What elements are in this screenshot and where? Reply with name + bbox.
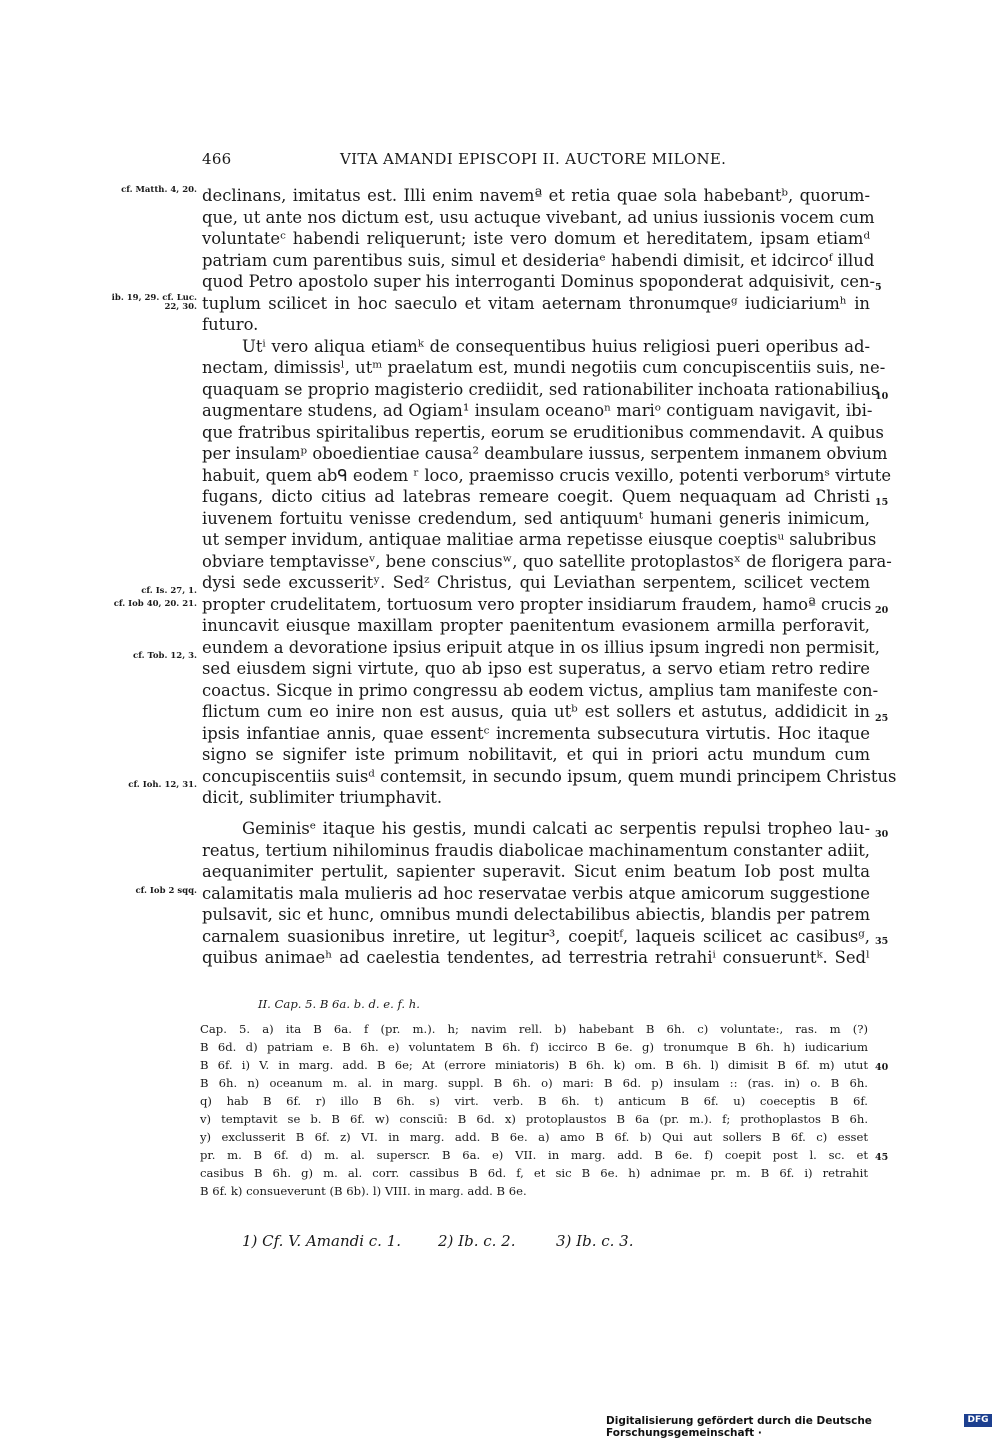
line-number: 20	[875, 605, 889, 616]
text-line: dicit, sublimiter triumphavit.	[202, 788, 443, 807]
text-line: futuro.	[202, 315, 259, 334]
text-line: calamitatis mala mulieris ad hoc reservatae verbis atque amicorum suggestione	[202, 883, 870, 903]
text-line: propter crudelitatem, tortuosum vero propter insidiarum fraudem, hamoª crucis	[202, 594, 872, 614]
apparatus-line: q) hab B 6f. r) illo B 6h. s) virt. verb. B 6h. t) anticum B 6f. u) coeceptis B 6f.	[200, 1094, 868, 1108]
margin-ref: cf. Tob. 12, 3.	[133, 651, 197, 661]
apparatus-line: casibus B 6h. g) m. al. corr. cassibus B 6d. f, et sic B 6e. h) adnimae pr. m. B 6f. i) retrahit	[200, 1166, 868, 1180]
text-line: que fratribus spiritalibus repertis, eorum se eruditionibus commendavit. A quibus	[202, 422, 884, 442]
text-line: coactus. Sicque in primo congressu ab eodem victus, amplius tam manifeste con-	[202, 680, 879, 700]
text-line: iuvenem fortuitu venisse credendum, sed antiquumᵗ humani generis inimicum,	[202, 508, 870, 528]
text-line: habuit, quem abᑫ eodem ʳ loco, praemisso crucis vexillo, potenti verborumˢ virtute	[202, 465, 892, 485]
apparatus-heading: II. Cap. 5. B 6a. b. d. e. f. h.	[258, 997, 420, 1011]
apparatus-line: B 6h. n) oceanum m. al. in marg. suppl. B 6h. o) mari: B 6d. p) insulam :: (ras. in) o. B 6h.	[200, 1076, 868, 1090]
text-line: sed eiusdem signi virtute, quo ab ipso est superatus, a servo etiam retro redire	[202, 659, 870, 678]
margin-ref: cf. Ioh. 12, 31.	[128, 780, 197, 790]
text-line: per insulamᵖ oboedientiae causa² deambulare iussus, serpentem inmanem obvium	[202, 444, 888, 463]
text-line: quod Petro apostolo super his interroganti Dominus spoponderat adquisivit, cen-	[202, 272, 876, 291]
text-line: dysi sede excusseritʸ. Sedᶻ Christus, qui Leviathan serpentem, scilicet vectem	[202, 573, 870, 592]
apparatus-line: y) exclusserit B 6f. z) VI. in marg. add. B 6e. a) amo B 6f. b) Qui aut sollers B 6f. c) esset	[200, 1130, 868, 1144]
line-number: 25	[875, 713, 889, 724]
page-number: 466	[202, 150, 232, 168]
text-line: inuncavit eiusque maxillam propter paenitentum evasionem armilla perforavit,	[202, 616, 870, 635]
dfg-logo-icon: DFG	[964, 1414, 992, 1427]
apparatus-line: B 6d. d) patriam e. B 6h. e) voluntatem B 6h. f) iccirco B 6e. g) tronumque B 6h. h) iudicarium	[200, 1040, 868, 1054]
text-line: ipsis infantiae annis, quae essentᶜ incrementa subsecutura virtutis. Hoc itaque	[202, 723, 870, 743]
text-line: nectam, dimissisˡ, utᵐ praelatum est, mundi negotiis cum concupiscentiis suis, ne-	[202, 358, 886, 377]
text-line: pulsavit, sic et hunc, omnibus mundi delectabilibus abiectis, blandis per patrem	[202, 905, 870, 924]
margin-ref: cf. Is. 27, 1.	[141, 586, 197, 596]
footnote: 2) Ib. c. 2.	[438, 1232, 516, 1250]
apparatus-line: B 6f. k) consueverunt (B 6b). l) VIII. in marg. add. B 6e.	[200, 1184, 527, 1198]
apparatus-line: Cap. 5. a) ita B 6a. f (pr. m.). h; navim rell. b) habebant B 6h. c) voluntate:, ras. m (?)	[200, 1022, 868, 1036]
margin-ref: cf. Matth. 4, 20.	[121, 185, 197, 195]
text-line: ut semper invidum, antiquae malitiae arma repetisse eiusque coeptisᵘ salubribus	[202, 530, 877, 549]
text-line: patriam cum parentibus suis, simul et desideriaᵉ habendi dimisit, et idcircoᶠ illud	[202, 250, 875, 270]
line-number: 5	[875, 282, 882, 293]
text-line: concupiscentiis suisᵈ contemsit, in secundo ipsum, quem mundi principem Christus	[202, 766, 897, 786]
funding-credit: Digitalisierung gefördert durch die Deutsche Forschungsgemeinschaft ·	[606, 1415, 872, 1439]
apparatus-line: B 6f. i) V. in marg. add. B 6e; At (errore miniatoris) B 6h. k) om. B 6h. l) dimisit B 6f. m) utut	[200, 1058, 868, 1072]
line-number: 10	[875, 391, 889, 402]
margin-ref: cf. Iob 2 sqq.	[135, 886, 197, 896]
footnote: 1) Cf. V. Amandi c. 1.	[242, 1232, 402, 1250]
text-line: obviare temptavisseᵛ, bene consciusʷ, quo satellite protoplastosˣ de florigera para-	[202, 551, 892, 571]
line-number: 40	[875, 1062, 889, 1073]
text-line: declinans, imitatus est. Illi enim navemª et retia quae sola habebantᵇ, quorum-	[202, 186, 870, 205]
text-line: eundem a devoratione ipsius eripuit atque in os illius ipsum ingredi non permisit,	[202, 637, 880, 657]
running-title: VITA AMANDI EPISCOPI II. AUCTORE MILONE.	[340, 150, 727, 168]
text-line: fugans, dicto citius ad latebras remeare coegit. Quem nequaquam ad Christi	[202, 487, 870, 506]
line-number: 30	[875, 829, 889, 840]
text-line: aequanimiter pertulit, sapienter superavit. Sicut enim beatum Iob post multa	[202, 862, 870, 881]
text-line: Utⁱ vero aliqua etiamᵏ de consequentibus huius religiosi pueri operibus ad-	[242, 336, 870, 356]
text-line: quaquam se proprio magisterio crediidit, sed rationabiliter inchoata rationabilius	[202, 379, 880, 399]
line-number: 35	[875, 936, 889, 947]
footnote: 3) Ib. c. 3.	[556, 1232, 634, 1250]
text-line: tuplum scilicet in hoc saeculo et vitam aeternam thronumqueᵍ iudiciariumʰ in	[202, 293, 870, 313]
apparatus-line: v) temptavit se b. B 6f. w) consciū: B 6d. x) protoplaustos B 6a (pr. m.). f; prothoplastos B 6h.	[200, 1112, 868, 1126]
text-line: signo se signifer iste primum nobilitavit, et qui in priori actu mundum cum	[202, 745, 870, 764]
text-line: Geminisᵉ itaque his gestis, mundi calcati ac serpentis repulsi tropheo lau-	[242, 819, 870, 838]
line-number: 45	[875, 1152, 889, 1163]
text-line: reatus, tertium nihilominus fraudis diabolicae machinamentum constanter adiit,	[202, 840, 870, 860]
text-line: augmentare studens, ad Ogiam¹ insulam oceanoⁿ mariᵒ contiguam navigavit, ibi-	[202, 401, 873, 420]
text-line: voluntateᶜ habendi reliquerunt; iste vero domum et hereditatem, ipsam etiamᵈ	[202, 229, 870, 248]
margin-ref: cf. Iob 40, 20. 21.	[113, 599, 197, 609]
text-line: carnalem suasionibus inretire, ut legitur³, coepitᶠ, laqueis scilicet ac casibusᵍ,	[202, 926, 870, 946]
text-line: flictum cum eo inire non est ausus, quia utᵇ est sollers et astutus, addidicit in	[202, 702, 870, 721]
text-line: quibus animaeʰ ad caelestia tendentes, ad terrestria retrahiⁱ consueruntᵏ. Sedˡ	[202, 948, 870, 967]
text-line: que, ut ante nos dictum est, usu actuque vivebant, ad unius iussionis vocem cum	[202, 207, 875, 227]
margin-ref: ib. 19, 29. cf. Luc. 22, 30.	[111, 293, 197, 312]
apparatus-line: pr. m. B 6f. d) m. al. superscr. B 6a. e) VII. in marg. add. B 6e. f) coepit post l. sc. et	[200, 1148, 868, 1162]
line-number: 15	[875, 497, 889, 508]
